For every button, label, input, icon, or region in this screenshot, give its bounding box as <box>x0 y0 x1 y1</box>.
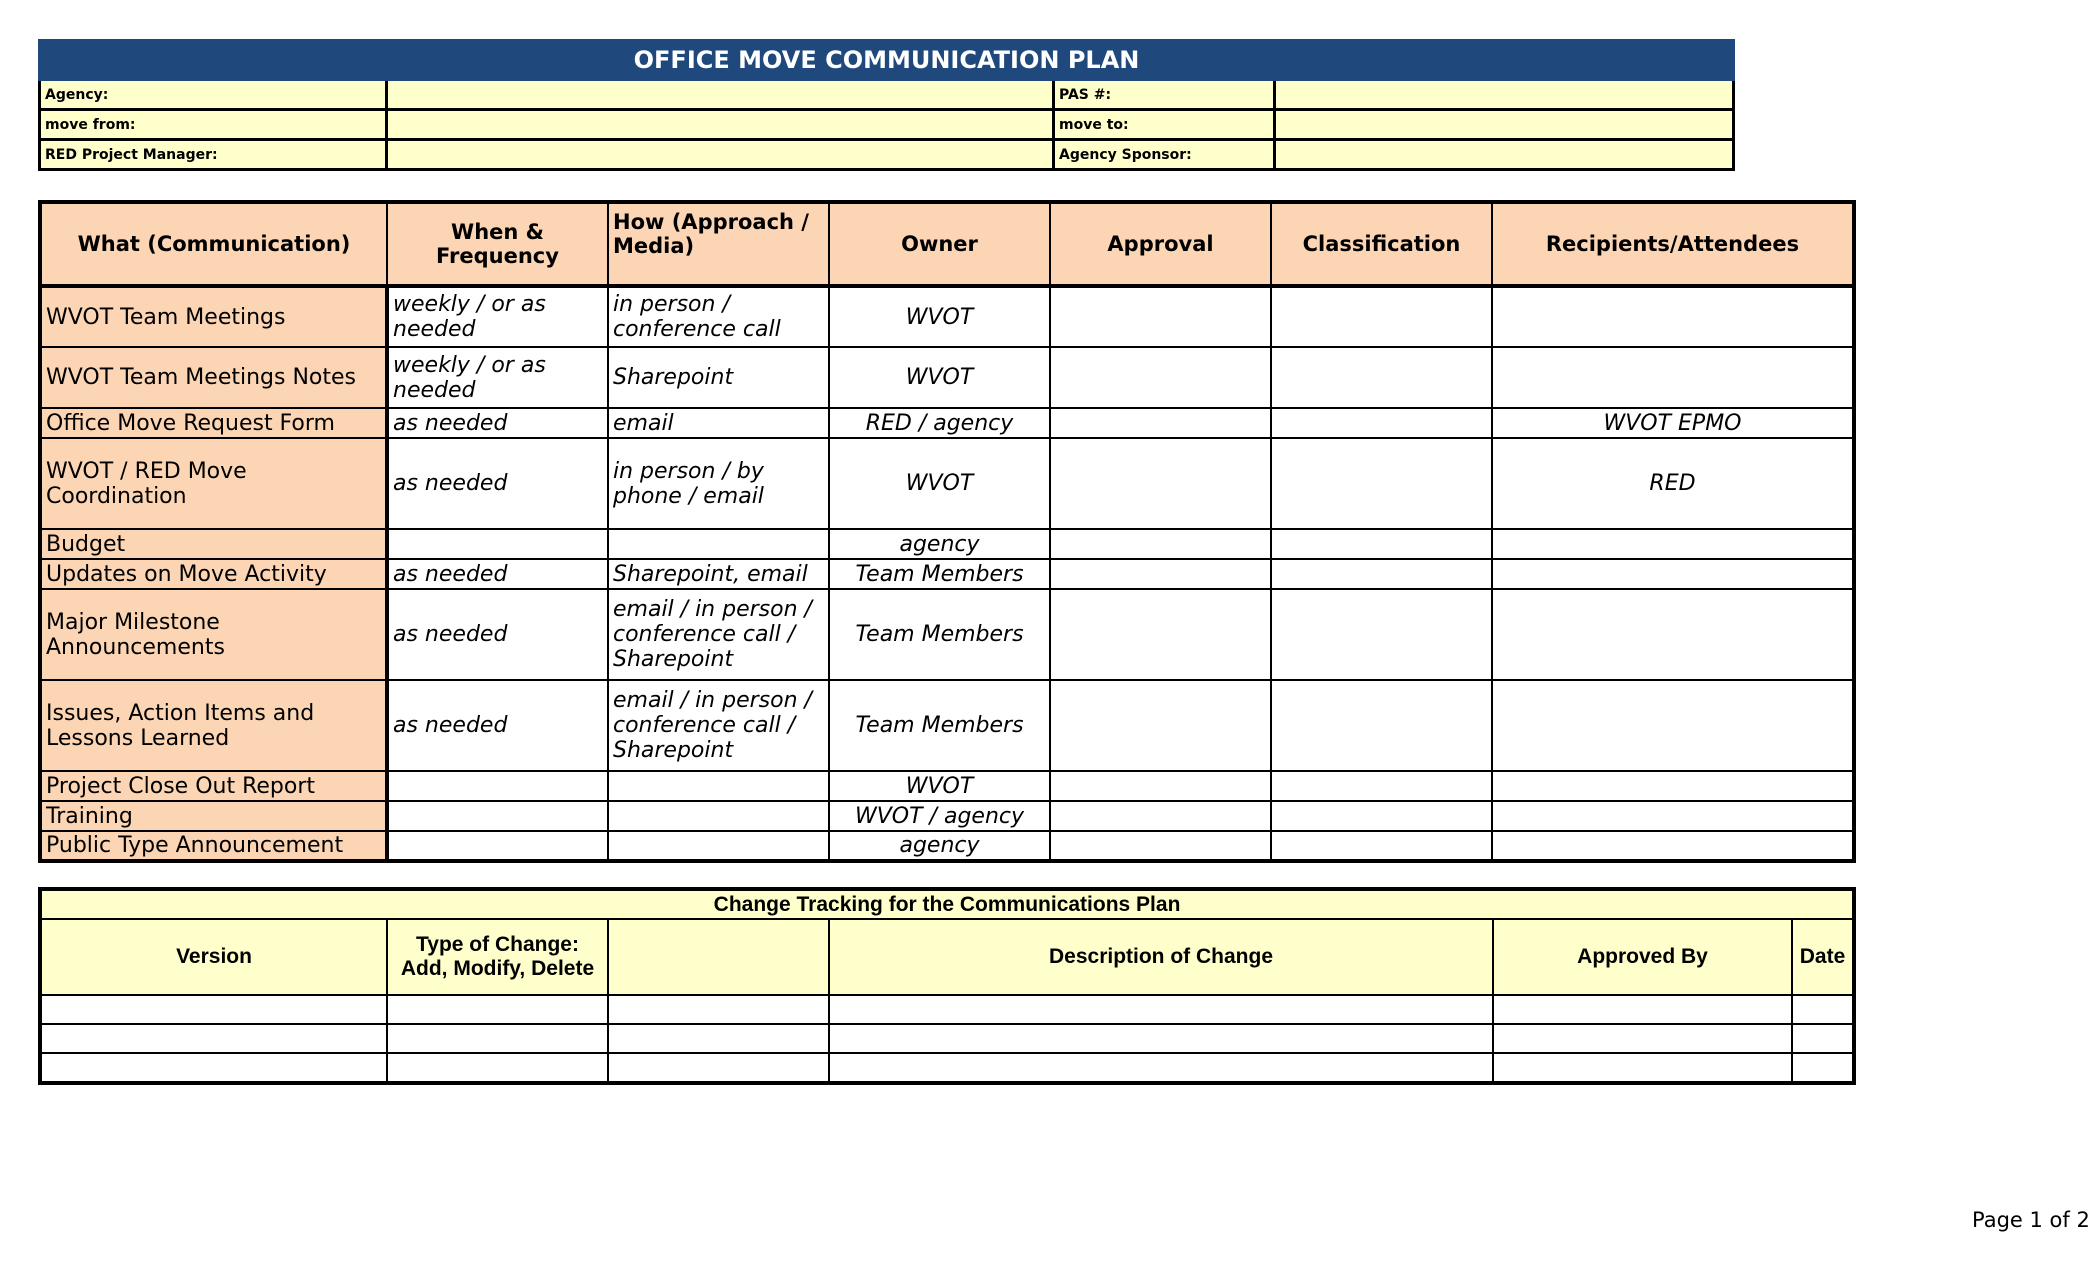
cell-when: weekly / or as needed <box>387 286 608 347</box>
cell-owner: WVOT <box>829 438 1050 529</box>
cell-owner: agency <box>829 831 1050 861</box>
cell-version[interactable] <box>40 995 387 1024</box>
cell-owner: WVOT <box>829 771 1050 801</box>
header-row <box>40 110 1734 140</box>
cell-recipients[interactable] <box>1492 529 1854 559</box>
cell-recipients[interactable] <box>1492 831 1854 861</box>
cell-approved-by[interactable] <box>1493 1053 1792 1083</box>
agency-label: Agency: <box>40 80 387 110</box>
cell-what: WVOT Team Meetings Notes <box>40 347 387 408</box>
cell-classification[interactable] <box>1271 529 1492 559</box>
cell-what: Major Milestone Announcements <box>40 589 387 680</box>
move-from-field[interactable] <box>387 110 1054 140</box>
cell-how: email <box>608 408 829 438</box>
cell-classification[interactable] <box>1271 286 1492 347</box>
table-row <box>40 1024 1854 1053</box>
cell-recipients[interactable] <box>1492 680 1854 771</box>
change-tracking-table <box>38 887 1856 1085</box>
table-header-row <box>40 202 1854 286</box>
cell-owner: agency <box>829 529 1050 559</box>
cell-how <box>608 831 829 861</box>
cell-recipients[interactable] <box>1492 801 1854 831</box>
cell-what: Updates on Move Activity <box>40 559 387 589</box>
column-header-date: Date <box>1792 919 1854 995</box>
cell-type-of-change[interactable] <box>387 995 608 1024</box>
cell-owner: Team Members <box>829 559 1050 589</box>
cell-approval[interactable] <box>1050 589 1271 680</box>
cell-what: WVOT / RED Move Coordination <box>40 438 387 529</box>
cell-what: Training <box>40 801 387 831</box>
plan-title: OFFICE MOVE COMMUNICATION PLAN <box>40 41 1734 80</box>
cell-what: Issues, Action Items and Lessons Learned <box>40 680 387 771</box>
page-number: Page 1 of 2 <box>1972 1208 2090 1232</box>
cell-classification[interactable] <box>1271 438 1492 529</box>
cell-owner: RED / agency <box>829 408 1050 438</box>
cell-what: Budget <box>40 529 387 559</box>
cell-classification[interactable] <box>1271 831 1492 861</box>
agency-sponsor-field[interactable] <box>1275 140 1734 170</box>
cell-description[interactable] <box>829 1053 1493 1083</box>
pas-label: PAS #: <box>1054 80 1275 110</box>
table-row <box>40 559 1854 589</box>
cell-approval[interactable] <box>1050 286 1271 347</box>
cell-how: email / in person / conference call / Sharepoint <box>608 680 829 771</box>
cell-version[interactable] <box>40 1024 387 1053</box>
cell-type-of-change[interactable] <box>387 1024 608 1053</box>
table-row <box>40 801 1854 831</box>
cell-when <box>387 801 608 831</box>
communication-plan-table <box>38 200 1856 863</box>
cell-approval[interactable] <box>1050 680 1271 771</box>
cell-approval[interactable] <box>1050 529 1271 559</box>
cell-owner: WVOT / agency <box>829 801 1050 831</box>
cell-classification[interactable] <box>1271 347 1492 408</box>
column-header-blank <box>608 919 829 995</box>
cell-owner: WVOT <box>829 286 1050 347</box>
cell-how: email / in person / conference call / Sharepoint <box>608 589 829 680</box>
cell-how <box>608 529 829 559</box>
cell-owner: Team Members <box>829 680 1050 771</box>
cell-date[interactable] <box>1792 1024 1854 1053</box>
cell-how <box>608 801 829 831</box>
column-header-owner: Owner <box>829 202 1050 286</box>
cell-when: as needed <box>387 408 608 438</box>
project-manager-label: RED Project Manager: <box>40 140 387 170</box>
column-header-what: What (Communication) <box>40 202 387 286</box>
table-row <box>40 771 1854 801</box>
cell-when: weekly / or as needed <box>387 347 608 408</box>
cell-owner: Team Members <box>829 589 1050 680</box>
cell-date[interactable] <box>1792 1053 1854 1083</box>
header-block <box>38 39 1735 171</box>
cell-what: WVOT Team Meetings <box>40 286 387 347</box>
cell-recipients[interactable] <box>1492 559 1854 589</box>
column-header-when: When & Frequency <box>387 202 608 286</box>
cell-classification[interactable] <box>1271 589 1492 680</box>
table-row <box>40 408 1854 438</box>
cell-what: Office Move Request Form <box>40 408 387 438</box>
cell-how: in person / by phone / email <box>608 438 829 529</box>
cell-approved-by[interactable] <box>1493 1024 1792 1053</box>
cell-version[interactable] <box>40 1053 387 1083</box>
table-header-row <box>40 919 1854 995</box>
cell-type-of-change[interactable] <box>387 1053 608 1083</box>
move-to-label: move to: <box>1054 110 1275 140</box>
cell-when <box>387 771 608 801</box>
cell-approval[interactable] <box>1050 438 1271 529</box>
change-tracking-title: Change Tracking for the Communications Plan <box>40 889 1854 919</box>
cell-classification[interactable] <box>1271 559 1492 589</box>
cell-recipients[interactable] <box>1492 589 1854 680</box>
project-manager-field[interactable] <box>387 140 1054 170</box>
cell-when <box>387 529 608 559</box>
table-row <box>40 438 1854 529</box>
table-row <box>40 680 1854 771</box>
cell-description[interactable] <box>829 995 1493 1024</box>
cell-date[interactable] <box>1792 995 1854 1024</box>
cell-approval[interactable] <box>1050 831 1271 861</box>
cell-owner: WVOT <box>829 347 1050 408</box>
cell-what: Public Type Announcement <box>40 831 387 861</box>
cell-approval[interactable] <box>1050 771 1271 801</box>
cell-classification[interactable] <box>1271 408 1492 438</box>
table-row <box>40 529 1854 559</box>
cell-blank[interactable] <box>608 995 829 1024</box>
cell-classification[interactable] <box>1271 801 1492 831</box>
cell-classification[interactable] <box>1271 771 1492 801</box>
cell-blank[interactable] <box>608 1053 829 1083</box>
table-row <box>40 1053 1854 1083</box>
agency-sponsor-label: Agency Sponsor: <box>1054 140 1275 170</box>
column-header-classification: Classification <box>1271 202 1492 286</box>
column-header-description: Description of Change <box>829 919 1493 995</box>
cell-classification[interactable] <box>1271 680 1492 771</box>
cell-how <box>608 771 829 801</box>
cell-recipients[interactable] <box>1492 771 1854 801</box>
cell-recipients[interactable] <box>1492 286 1854 347</box>
cell-approval[interactable] <box>1050 347 1271 408</box>
cell-when: as needed <box>387 680 608 771</box>
header-row <box>40 80 1734 110</box>
column-header-version: Version <box>40 919 387 995</box>
cell-when: as needed <box>387 559 608 589</box>
cell-what: Project Close Out Report <box>40 771 387 801</box>
table-row <box>40 286 1854 347</box>
table-row <box>40 589 1854 680</box>
cell-blank[interactable] <box>608 1024 829 1053</box>
cell-recipients[interactable]: RED <box>1492 438 1854 529</box>
column-header-approval: Approval <box>1050 202 1271 286</box>
pas-field[interactable] <box>1275 80 1734 110</box>
cell-how: Sharepoint <box>608 347 829 408</box>
move-to-field[interactable] <box>1275 110 1734 140</box>
cell-recipients[interactable]: WVOT EPMO <box>1492 408 1854 438</box>
column-header-how: How (Approach / Media) <box>608 202 829 286</box>
cell-how: Sharepoint, email <box>608 559 829 589</box>
cell-how: in person / conference call <box>608 286 829 347</box>
cell-recipients[interactable] <box>1492 347 1854 408</box>
table-row <box>40 347 1854 408</box>
cell-approved-by[interactable] <box>1493 995 1792 1024</box>
agency-field[interactable] <box>387 80 1054 110</box>
cell-approval[interactable] <box>1050 408 1271 438</box>
cell-when: as needed <box>387 438 608 529</box>
cell-description[interactable] <box>829 1024 1493 1053</box>
column-header-type-of-change: Type of Change: Add, Modify, Delete <box>387 919 608 995</box>
table-row <box>40 831 1854 861</box>
header-row <box>40 140 1734 170</box>
cell-when <box>387 831 608 861</box>
cell-when: as needed <box>387 589 608 680</box>
move-from-label: move from: <box>40 110 387 140</box>
column-header-recipients: Recipients/Attendees <box>1492 202 1854 286</box>
cell-approval[interactable] <box>1050 801 1271 831</box>
column-header-approved-by: Approved By <box>1493 919 1792 995</box>
table-row <box>40 995 1854 1024</box>
cell-approval[interactable] <box>1050 559 1271 589</box>
